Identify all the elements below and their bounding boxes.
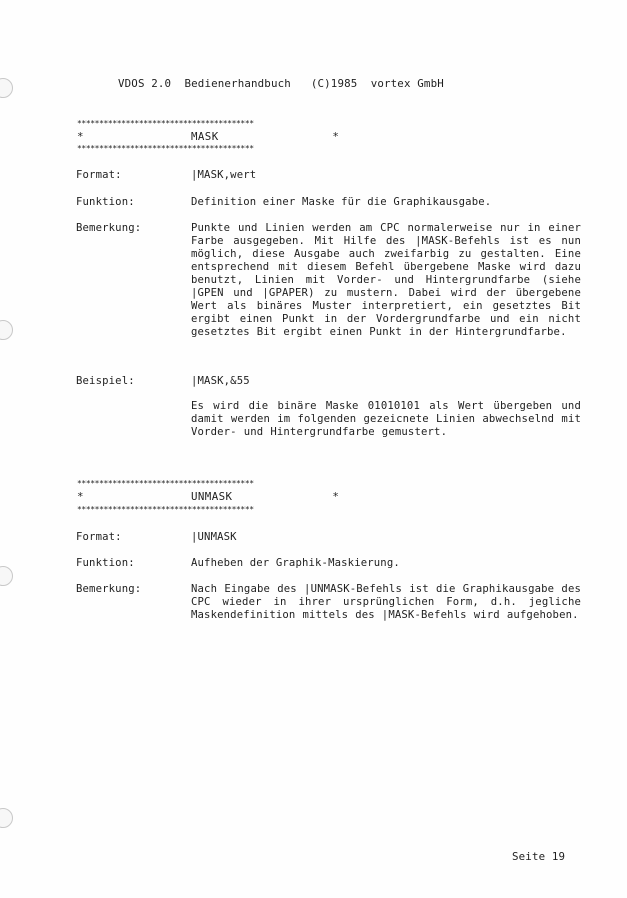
punch-hole-4	[0, 808, 13, 828]
bemerkung-text: Nach Eingabe des |UNMASK-Befehls ist die Graphikausgabe des CPC wieder in ihrer ursprünglichen Form, d.h. jegliche Maskendefinition mittels des |MASK-Befehls wird aufgehoben.	[191, 583, 581, 621]
beispiel-label: Beispiel:	[76, 375, 135, 387]
bemerkung-label: Bemerkung:	[76, 222, 142, 234]
punch-hole-2	[0, 320, 13, 340]
bemerkung-text: Punkte und Linien werden am CPC normalerweise nur in einer Farbe ausgegeben. Mit Hilfe des |MASK-Befehls ist es nun möglich, diese Ausgabe auch zweifarbig zu gestalten. Eine entsprechend mit diesem Befehl übergebene Maske wird dazu benutzt, Linien mit Vorder- und Hintergrundfarbe (siehe |GPEN und |GPAPER) zu mustern. Dabei wird der übergebene Wert als binäres Muster interpretiert, ein gesetztes Bit ergibt einen Punkt in der Vordergrundfarbe und ein nicht gesetztes Bit ergibt einen Punkt in der Hintergrundfarbe.	[191, 222, 581, 338]
format-value: |MASK,wert	[191, 169, 257, 181]
funktion-value: Definition einer Maske für die Graphikausgabe.	[191, 196, 492, 208]
beispiel-value: |MASK,&55	[191, 375, 250, 387]
funktion-label: Funktion:	[76, 557, 135, 569]
page-number: Seite 19	[512, 850, 566, 863]
format-label: Format:	[76, 169, 122, 181]
beispiel-text: Es wird die binäre Maske 01010101 als Wert übergeben und damit werden im folgenden gezeicnete Linien abwechselnd mit Vorder- und Hintergrundfarbe gemustert.	[191, 400, 581, 438]
section-title: UNMASK	[191, 490, 233, 503]
bemerkung-label: Bemerkung:	[76, 583, 142, 595]
format-label: Format:	[76, 531, 122, 543]
format-value: |UNMASK	[191, 531, 237, 543]
star-border-bottom: ****************************************	[77, 505, 254, 514]
punch-hole-1	[0, 78, 13, 98]
page-header: VDOS 2.0 Bedienerhandbuch (C)1985 vortex GmbH	[118, 77, 444, 90]
star-border-top: ****************************************	[77, 119, 254, 128]
funktion-value: Aufheben der Graphik-Maskierung.	[191, 557, 400, 569]
star-border-top: ****************************************	[77, 479, 254, 488]
star-left: *	[77, 490, 84, 503]
funktion-label: Funktion:	[76, 196, 135, 208]
star-border-bottom: ****************************************	[77, 144, 254, 153]
section-title-line	[77, 490, 347, 503]
punch-hole-3	[0, 566, 13, 586]
star-right: *	[332, 490, 339, 503]
star-right: *	[332, 130, 339, 143]
section-title: MASK	[191, 130, 219, 143]
star-left: *	[77, 130, 84, 143]
section-title-line	[77, 130, 347, 143]
